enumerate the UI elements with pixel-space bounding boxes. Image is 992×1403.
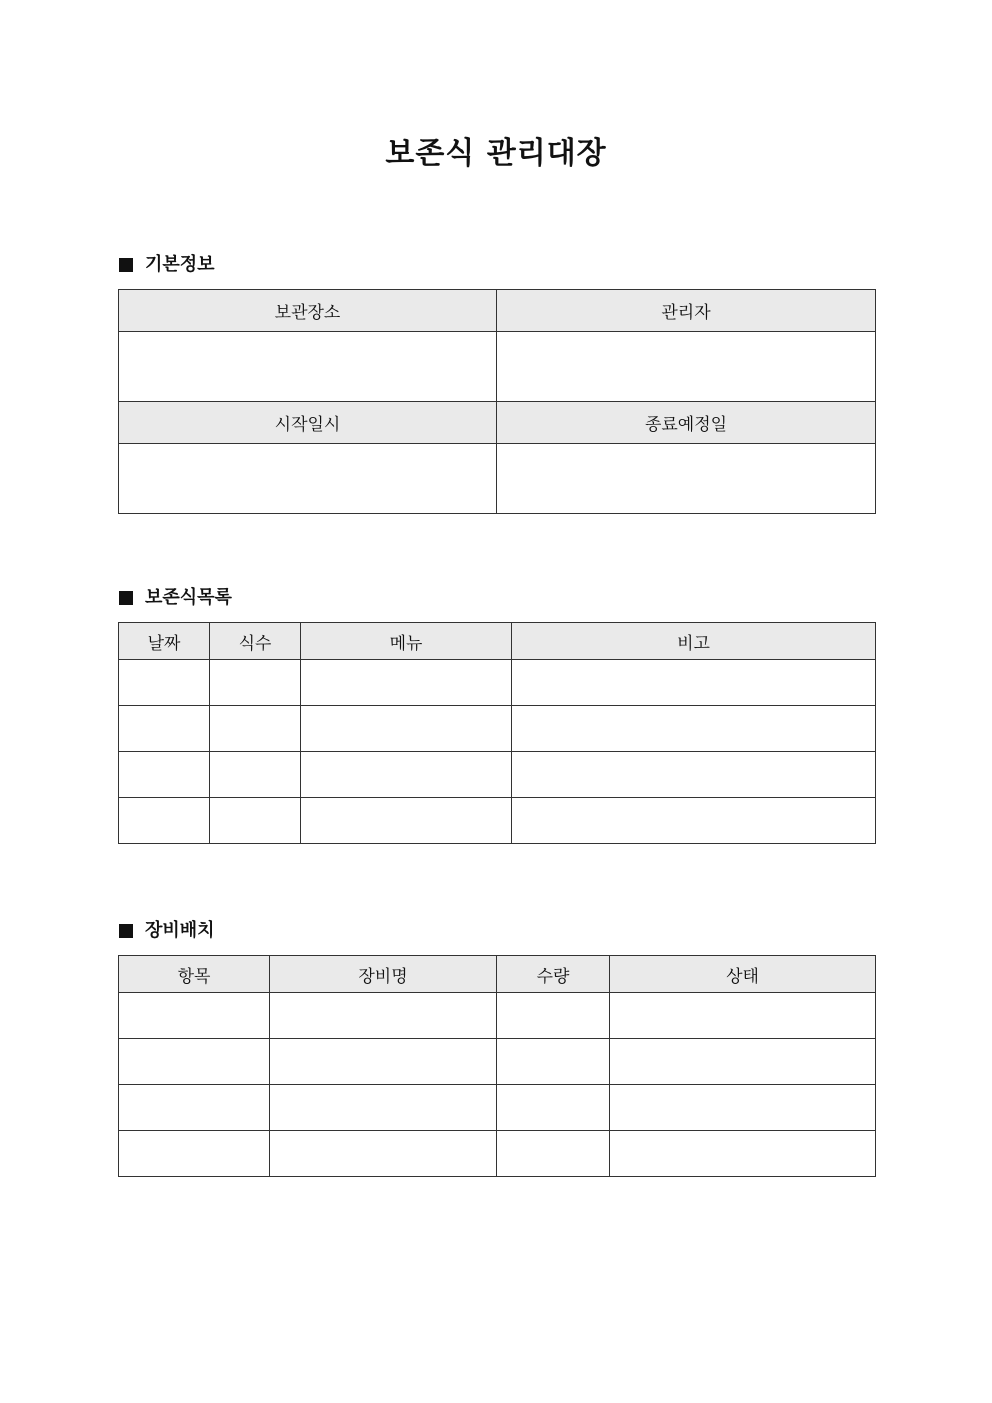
square-bullet-icon bbox=[119, 591, 133, 605]
quantity-cell[interactable] bbox=[497, 1039, 610, 1085]
date-cell[interactable] bbox=[119, 660, 210, 706]
status-cell[interactable] bbox=[610, 1039, 876, 1085]
remarks-cell[interactable] bbox=[512, 752, 876, 798]
quantity-cell[interactable] bbox=[497, 1085, 610, 1131]
equipment-name-cell[interactable] bbox=[270, 993, 497, 1039]
sample-list-table bbox=[118, 622, 876, 844]
equipment-table bbox=[118, 955, 876, 1177]
table-row bbox=[119, 993, 876, 1039]
section-heading-label: 보존식목록 bbox=[145, 587, 232, 608]
remarks-cell[interactable] bbox=[512, 660, 876, 706]
servings-cell[interactable] bbox=[210, 752, 301, 798]
equipment-name-cell[interactable] bbox=[270, 1039, 497, 1085]
table-row bbox=[119, 1085, 876, 1131]
remarks-cell[interactable] bbox=[512, 798, 876, 844]
column-header-quantity: 수량 bbox=[497, 956, 610, 993]
column-header-servings: 식수 bbox=[210, 623, 301, 660]
servings-cell[interactable] bbox=[210, 798, 301, 844]
item-cell[interactable] bbox=[119, 1131, 270, 1177]
storage-location-field[interactable] bbox=[119, 332, 497, 402]
table-row bbox=[119, 1131, 876, 1177]
menu-cell[interactable] bbox=[301, 798, 512, 844]
status-cell[interactable] bbox=[610, 1131, 876, 1177]
column-header-status: 상태 bbox=[610, 956, 876, 993]
section-heading-equipment bbox=[119, 919, 215, 943]
table-row bbox=[119, 752, 876, 798]
table-row bbox=[119, 1039, 876, 1085]
table-header-row bbox=[119, 956, 876, 993]
table-header-row bbox=[119, 623, 876, 660]
date-cell[interactable] bbox=[119, 798, 210, 844]
section-heading-label: 장비배치 bbox=[145, 920, 215, 941]
section-heading-basic-info bbox=[119, 253, 215, 277]
equipment-name-cell[interactable] bbox=[270, 1085, 497, 1131]
column-header-date: 날짜 bbox=[119, 623, 210, 660]
column-header-item: 항목 bbox=[119, 956, 270, 993]
document-title: 보존식 관리대장 bbox=[385, 136, 607, 171]
table-row bbox=[119, 706, 876, 752]
square-bullet-icon bbox=[119, 924, 133, 938]
start-datetime-label: 시작일시 bbox=[119, 402, 497, 444]
remarks-cell[interactable] bbox=[512, 706, 876, 752]
column-header-equipment-name: 장비명 bbox=[270, 956, 497, 993]
end-date-field[interactable] bbox=[497, 444, 876, 514]
square-bullet-icon bbox=[119, 258, 133, 272]
menu-cell[interactable] bbox=[301, 660, 512, 706]
status-cell[interactable] bbox=[610, 993, 876, 1039]
manager-field[interactable] bbox=[497, 332, 876, 402]
table-header-row bbox=[119, 402, 876, 444]
menu-cell[interactable] bbox=[301, 706, 512, 752]
table-row bbox=[119, 332, 876, 402]
equipment-name-cell[interactable] bbox=[270, 1131, 497, 1177]
section-heading-sample-list bbox=[119, 586, 232, 610]
table-header-row bbox=[119, 290, 876, 332]
status-cell[interactable] bbox=[610, 1085, 876, 1131]
storage-location-label: 보관장소 bbox=[119, 290, 497, 332]
table-row bbox=[119, 660, 876, 706]
manager-label: 관리자 bbox=[497, 290, 876, 332]
servings-cell[interactable] bbox=[210, 706, 301, 752]
start-datetime-field[interactable] bbox=[119, 444, 497, 514]
table-row bbox=[119, 444, 876, 514]
table-row bbox=[119, 798, 876, 844]
item-cell[interactable] bbox=[119, 1085, 270, 1131]
date-cell[interactable] bbox=[119, 706, 210, 752]
servings-cell[interactable] bbox=[210, 660, 301, 706]
column-header-menu: 메뉴 bbox=[301, 623, 512, 660]
item-cell[interactable] bbox=[119, 1039, 270, 1085]
basic-info-table bbox=[118, 289, 876, 514]
menu-cell[interactable] bbox=[301, 752, 512, 798]
item-cell[interactable] bbox=[119, 993, 270, 1039]
quantity-cell[interactable] bbox=[497, 1131, 610, 1177]
date-cell[interactable] bbox=[119, 752, 210, 798]
column-header-remarks: 비고 bbox=[512, 623, 876, 660]
end-date-label: 종료예정일 bbox=[497, 402, 876, 444]
section-heading-label: 기본정보 bbox=[145, 254, 215, 275]
quantity-cell[interactable] bbox=[497, 993, 610, 1039]
